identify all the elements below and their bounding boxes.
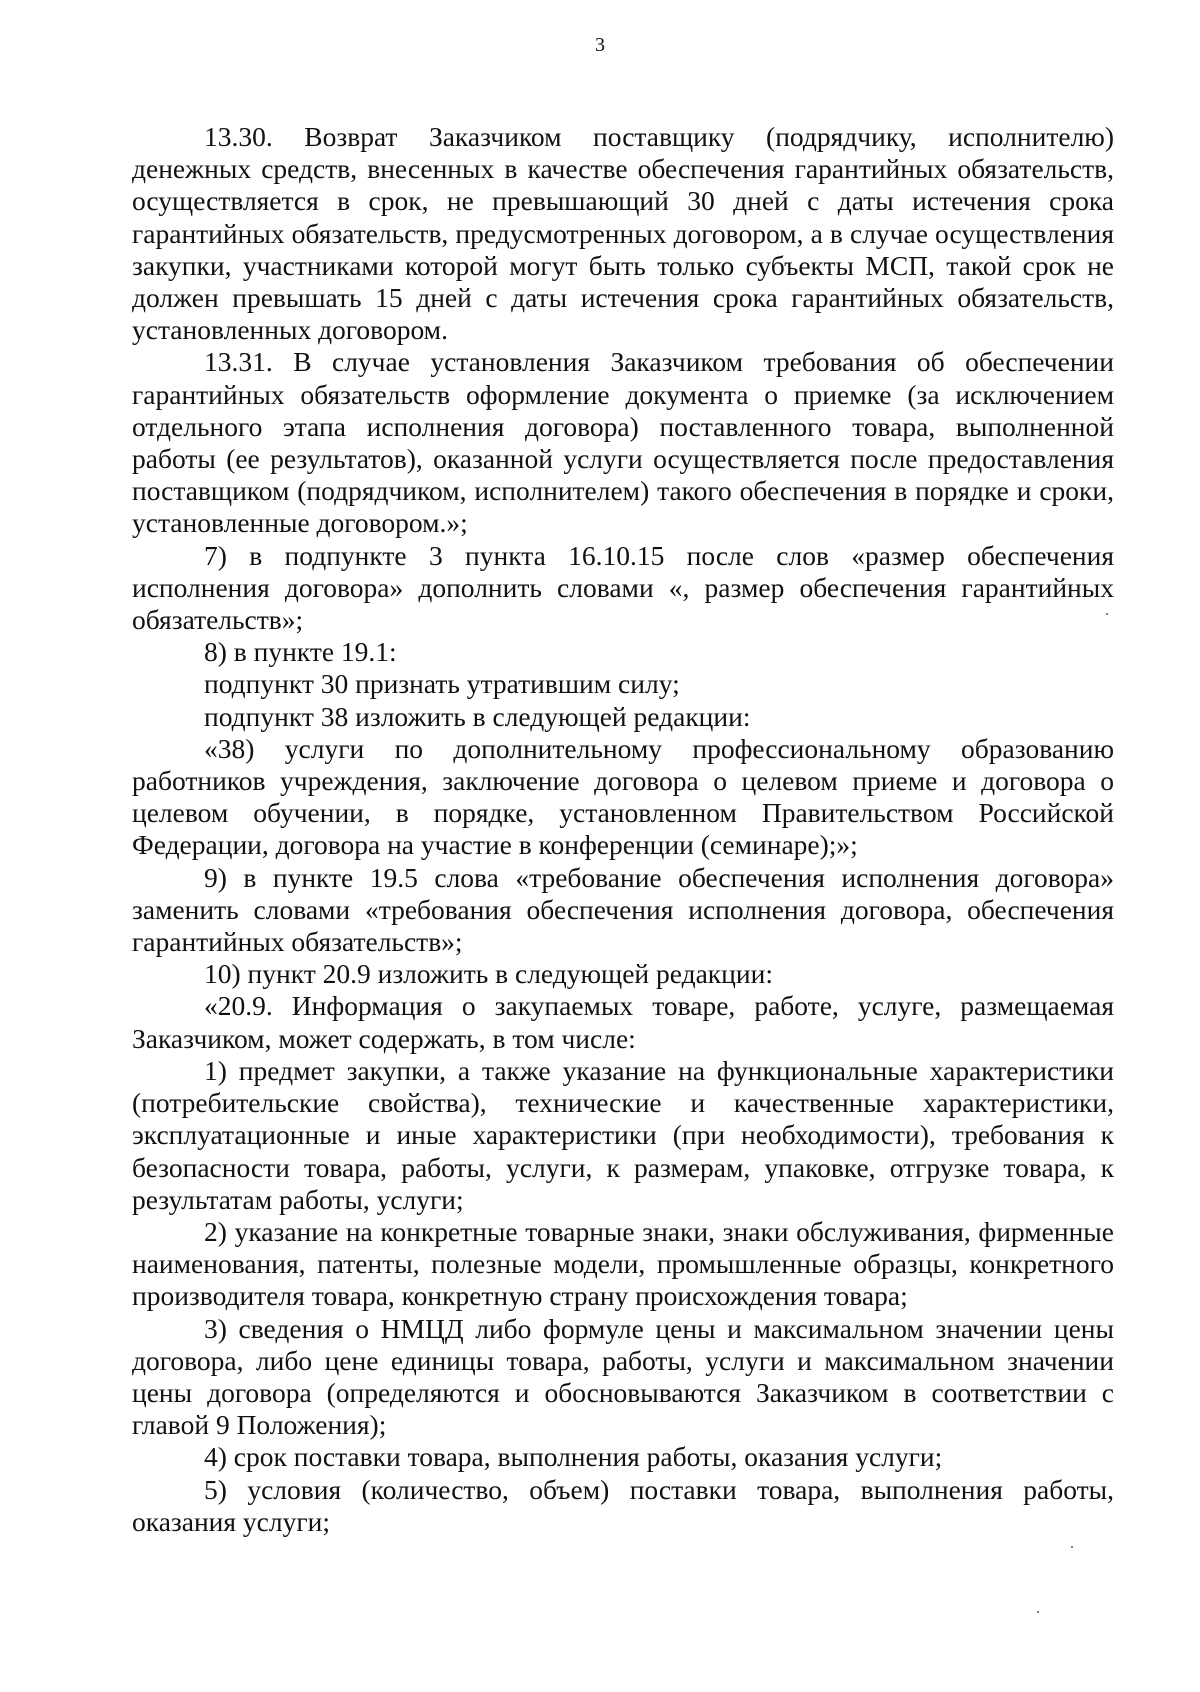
paragraph-list-2: 2) указание на конкретные товарные знаки, знаки обслуживания, фирменные наименования, патенты, полезные модели, промышленные образцы, конкретного производителя товара, конкретную страну происхождения товара; [132, 1215, 1114, 1312]
scan-speck [1037, 1611, 1039, 1613]
paragraph-quote-38: «38) услуги по дополнительному профессиональному образованию работников учреждения, заключение договора о целевом приеме и договора о целевом обучении, в порядке, установленном Правительством Российской Федерации, договора на участие в конференции (семинаре);»; [132, 732, 1114, 861]
paragraph-item-7: 7) в подпункте 3 пункта 16.10.15 после слов «размер обеспечения исполнения договора» дополнить словами «, размер обеспечения гарантийных обязательств»; [132, 539, 1114, 636]
paragraph-item-9: 9) в пункте 19.5 слова «требование обеспечения исполнения договора» заменить словами «требования обеспечения исполнения договора, обеспечения гарантийных обязательств»; [132, 861, 1114, 958]
page-number: 3 [595, 34, 605, 56]
paragraph-list-5: 5) условия (количество, объем) поставки товара, выполнения работы, оказания услуги; [132, 1473, 1114, 1537]
paragraph-20-9: «20.9. Информация о закупаемых товаре, работе, услуге, размещаемая Заказчиком, может содержать, в том числе: [132, 990, 1114, 1054]
paragraph-subitem-30: подпункт 30 признать утратившим силу; [204, 668, 680, 700]
paragraph-item-10: 10) пункт 20.9 изложить в следующей редакции: [204, 958, 773, 990]
paragraph-list-1: 1) предмет закупки, а также указание на функциональные характеристики (потребительские свойства), технические и качественные характеристики, эксплуатационные и иные характеристики (при необходимости), требования к безопасности товара, работы, услуги, к размерам, упаковке, отгрузке товара, к результатам работы, услуги; [132, 1054, 1114, 1215]
scan-speck [1106, 613, 1108, 615]
paragraph-list-3: 3) сведения о НМЦД либо формуле цены и максимальном значении цены договора, либо цене единицы товара, работы, услуги и максимальном значении цены договора (определяются и обосновываются Заказчиком в соответствии с главой 9 Положения); [132, 1312, 1114, 1441]
paragraph-subitem-38: подпункт 38 изложить в следующей редакции: [204, 700, 751, 732]
paragraph-13-30: 13.30. Возврат Заказчиком поставщику (подрядчику, исполнителю) денежных средств, внесенных в качестве обеспечения гарантийных обязательств, осуществляется в срок, не превышающий 30 дней с даты истечения срока гарантийных обязательств, предусмотренных договором, а в случае осуществления закупки, участниками которой могут быть только субъекты МСП, такой срок не должен превышать 15 дней с даты истечения срока гарантийных обязательств, установленных договором. [132, 121, 1114, 346]
paragraph-list-4: 4) срок поставки товара, выполнения работы, оказания услуги; [204, 1441, 943, 1473]
scan-speck [1071, 1546, 1073, 1548]
paragraph-13-31: 13.31. В случае установления Заказчиком требования об обеспечении гарантийных обязательств оформление документа о приемке (за исключением отдельного этапа исполнения договора) поставленного товара, выполненной работы (ее результатов), оказанной услуги осуществляется после предоставления поставщиком (подрядчиком, исполнителем) такого обеспечения в порядке и сроки, установленные договором.»; [132, 346, 1114, 539]
document-body [132, 121, 1114, 1538]
paragraph-item-8: 8) в пункте 19.1: [204, 636, 397, 668]
